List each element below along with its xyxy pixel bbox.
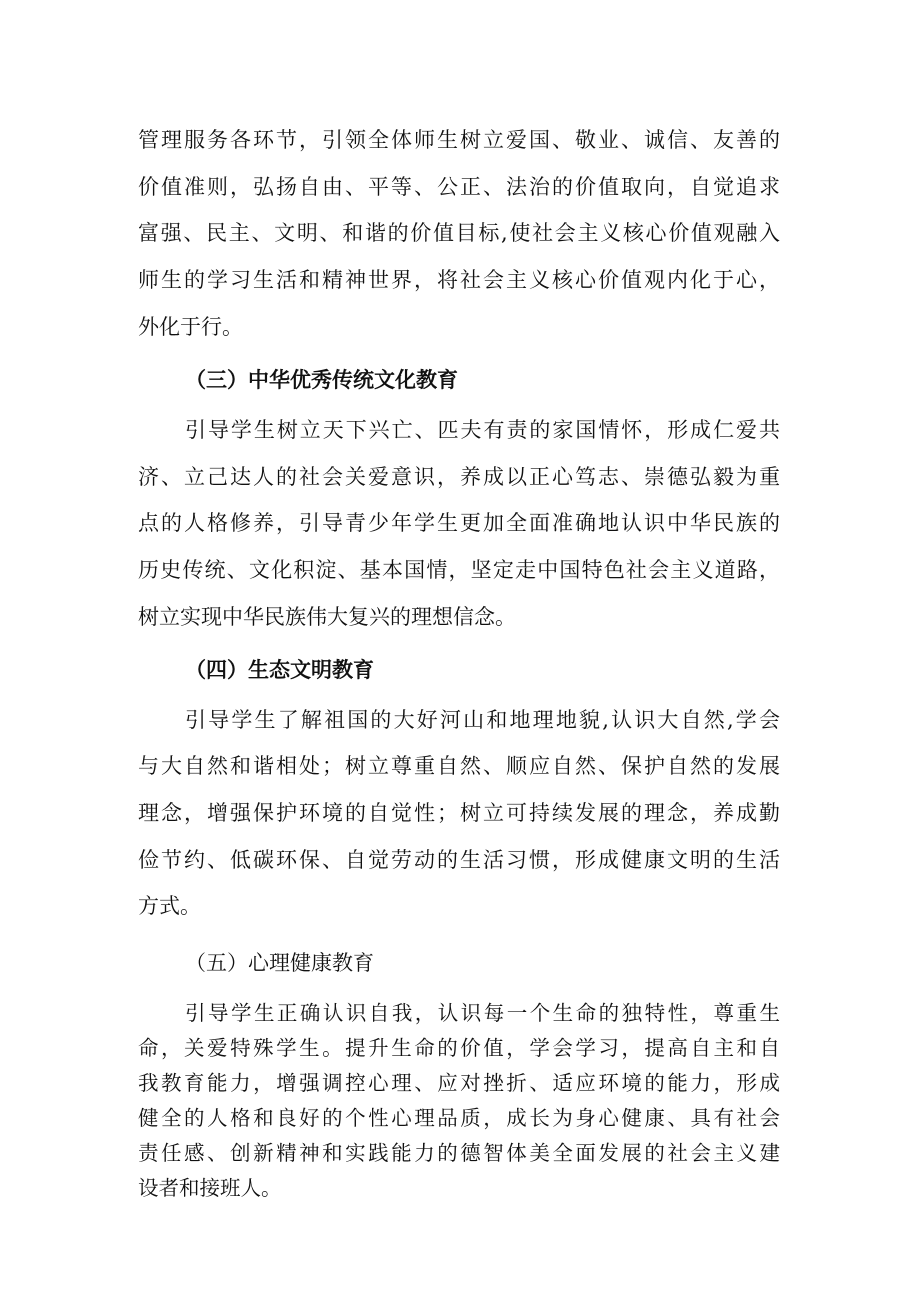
text-line: 俭节约、低碳环保、自觉劳动的生活习惯，形成健康文明的生活 <box>138 848 780 872</box>
text-line: 命，关爱特殊学生。提升生命的价值，学会学习，提高自主和自 <box>138 1036 780 1060</box>
text-line: 济、立己达人的社会关爱意识，养成以正心笃志、崇德弘毅为重 <box>138 465 780 489</box>
text-line: 引导学生正确认识自我，认识每一个生命的独特性，尊重生 <box>185 1001 780 1025</box>
text-line: 师生的学习生活和精神世界，将社会主义核心价值观内化于心， <box>138 268 780 292</box>
text-line: 历史传统、文化积淀、基本国情，坚定走中国特色社会主义道路， <box>138 558 780 582</box>
text-line: 方式。 <box>138 894 201 918</box>
text-line: 与大自然和谐相处；树立尊重自然、顺应自然、保护自然的发展 <box>138 754 780 778</box>
text-line: 设者和接班人。 <box>138 1176 282 1200</box>
text-line: 点的人格修养，引导青少年学生更加全面准确地认识中华民族的 <box>138 511 780 535</box>
text-line: 理念，增强保护环境的自觉性；树立可持续发展的理念，养成勤 <box>138 801 780 825</box>
section-heading: （五）心理健康教育 <box>185 951 374 975</box>
section-heading: （三）中华优秀传统文化教育 <box>185 367 458 392</box>
text-line: 健全的人格和良好的个性心理品质，成长为身心健康、具有社会 <box>138 1106 780 1130</box>
text-line: 我教育能力，增强调控心理、应对挫折、适应环境的能力，形成 <box>138 1071 780 1095</box>
text-line: 引导学生树立天下兴亡、匹夫有责的家国情怀，形成仁爱共 <box>185 418 780 442</box>
text-line: 责任感、创新精神和实践能力的德智体美全面发展的社会主义建 <box>138 1141 780 1165</box>
text-line: 引导学生了解祖国的大好河山和地理地貌,认识大自然,学会 <box>185 708 780 732</box>
section-heading: （四）生态文明教育 <box>185 657 374 682</box>
text-line: 树立实现中华民族伟大复兴的理想信念。 <box>138 605 516 629</box>
text-line: 管理服务各环节，引领全体师生树立爱国、敬业、诚信、友善的 <box>138 128 780 152</box>
text-line: 富强、民主、文明、和谐的价值目标,使社会主义核心价值观融入 <box>138 221 780 245</box>
text-line: 价值准则，弘扬自由、平等、公正、法治的价值取向，自觉追求 <box>138 175 780 199</box>
text-line: 外化于行。 <box>138 315 243 339</box>
